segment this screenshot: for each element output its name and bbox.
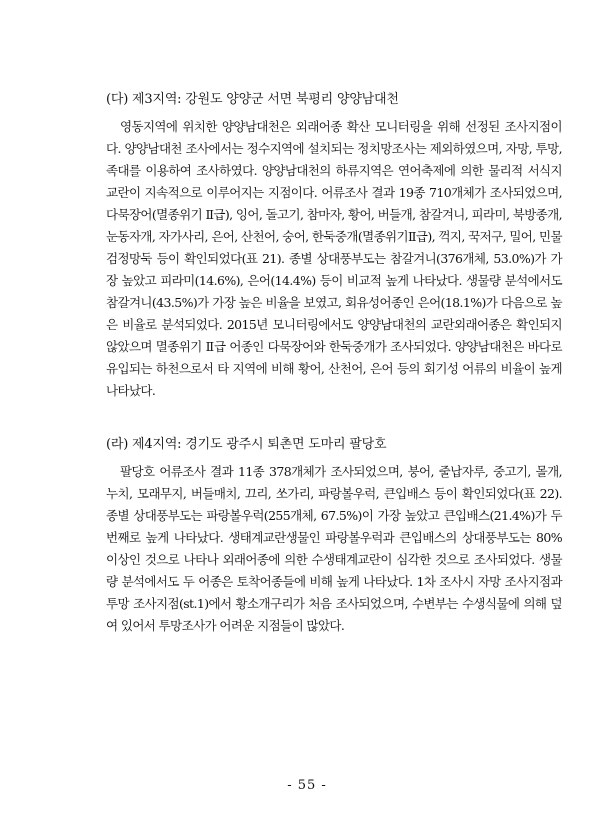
section-paragraph: 영동지역에 위치한 양양남대천은 외래어종 확산 모니터링을 위해 선정된 조사지점이다. 양양남대천 조사에서는 정수지역에 설치되는 정치망조사는 제외하였으며, 자망, 투망, 족대를 이용하여 조사하였다. 양양남대천의 하류지역은 연어축제에 의한 물리적 서식지 교란이 지속적으로 이루어지는 지점이다. 어류조사 결과 19종 710개체가 조사되었으며, 다묵장어(멸종위기 Ⅱ급), 잉어, 돌고기, 참마자, 황어, 버들개, 참갈겨니, 피라미, 북방종개, 눈동자개, 자가사리, 은어, 산천어, 숭어, 한둑중개(멸종위기Ⅱ급), 꺽지, 꾹저구, 밀어, 민물검정망둑 등이 확인되었다(표 21). 종별 상대풍부도는 참갈겨니(376개체, 53.0%)가 가장 높았고 피라미(14.6%), 은어(14.4%) 등이 비교적 높게 나타났다. 생물량 분석에서도 참갈겨니(43.5%)가 가장 높은 비율을 보였고, 회유성어종인 은어(18.1%)가 다음으로 높은 비율로 분석되었다. 2015년 모니터링에서도 양양남대천의 교란외래어종은 확인되지 않았으며 멸종위기 Ⅱ급 어종인 다묵장어와 한둑중개가 조사되었다. 양양남대천은 바다로 유입되는 하천으로서 타 지역에 비해 황어, 산천어, 은어 등의 회기성 어류의 비율이 높게 나타났다. — [106, 119, 562, 398]
page-number: - 55 - — [287, 778, 327, 793]
section-body — [106, 116, 562, 402]
section-body — [106, 461, 562, 637]
section-heading: (라) 제4지역: 경기도 광주시 퇴촌면 도마리 팔당호 — [106, 437, 387, 452]
section-region-4 — [106, 435, 562, 637]
section-region-3 — [106, 90, 562, 402]
section-heading: (다) 제3지역: 강원도 양양군 서면 북평리 양양남대천 — [106, 92, 399, 107]
section-paragraph: 팔당호 어류조사 결과 11종 378개체가 조사되었으며, 붕어, 줄납자루, 중고기, 몰개, 누치, 모래무지, 버들매치, 끄리, 쏘가리, 파랑볼우럭, 큰입배스 등이 확인되었다(표 22). 종별 상대풍부도는 파랑볼우럭(255개체, 67.5%)이 가장 높았고 큰입배스(21.4%)가 두 번째로 높게 나타났다. 생태계교란생물인 파랑볼우럭과 큰입배스의 상대풍부도는 80% 이상인 것으로 나타나 외래어종에 의한 수생태계교란이 심각한 것으로 조사되었다. 생물량 분석에서도 두 어종은 토착어종들에 비해 높게 나타났다. 1차 조사시 자망 조사지점과 투망 조사지점(st.1)에서 황소개구리가 처음 조사되었으며, 수변부는 수생식물에 의해 덮여 있어서 투망조사가 어려운 지점들이 많았다. — [106, 464, 562, 633]
